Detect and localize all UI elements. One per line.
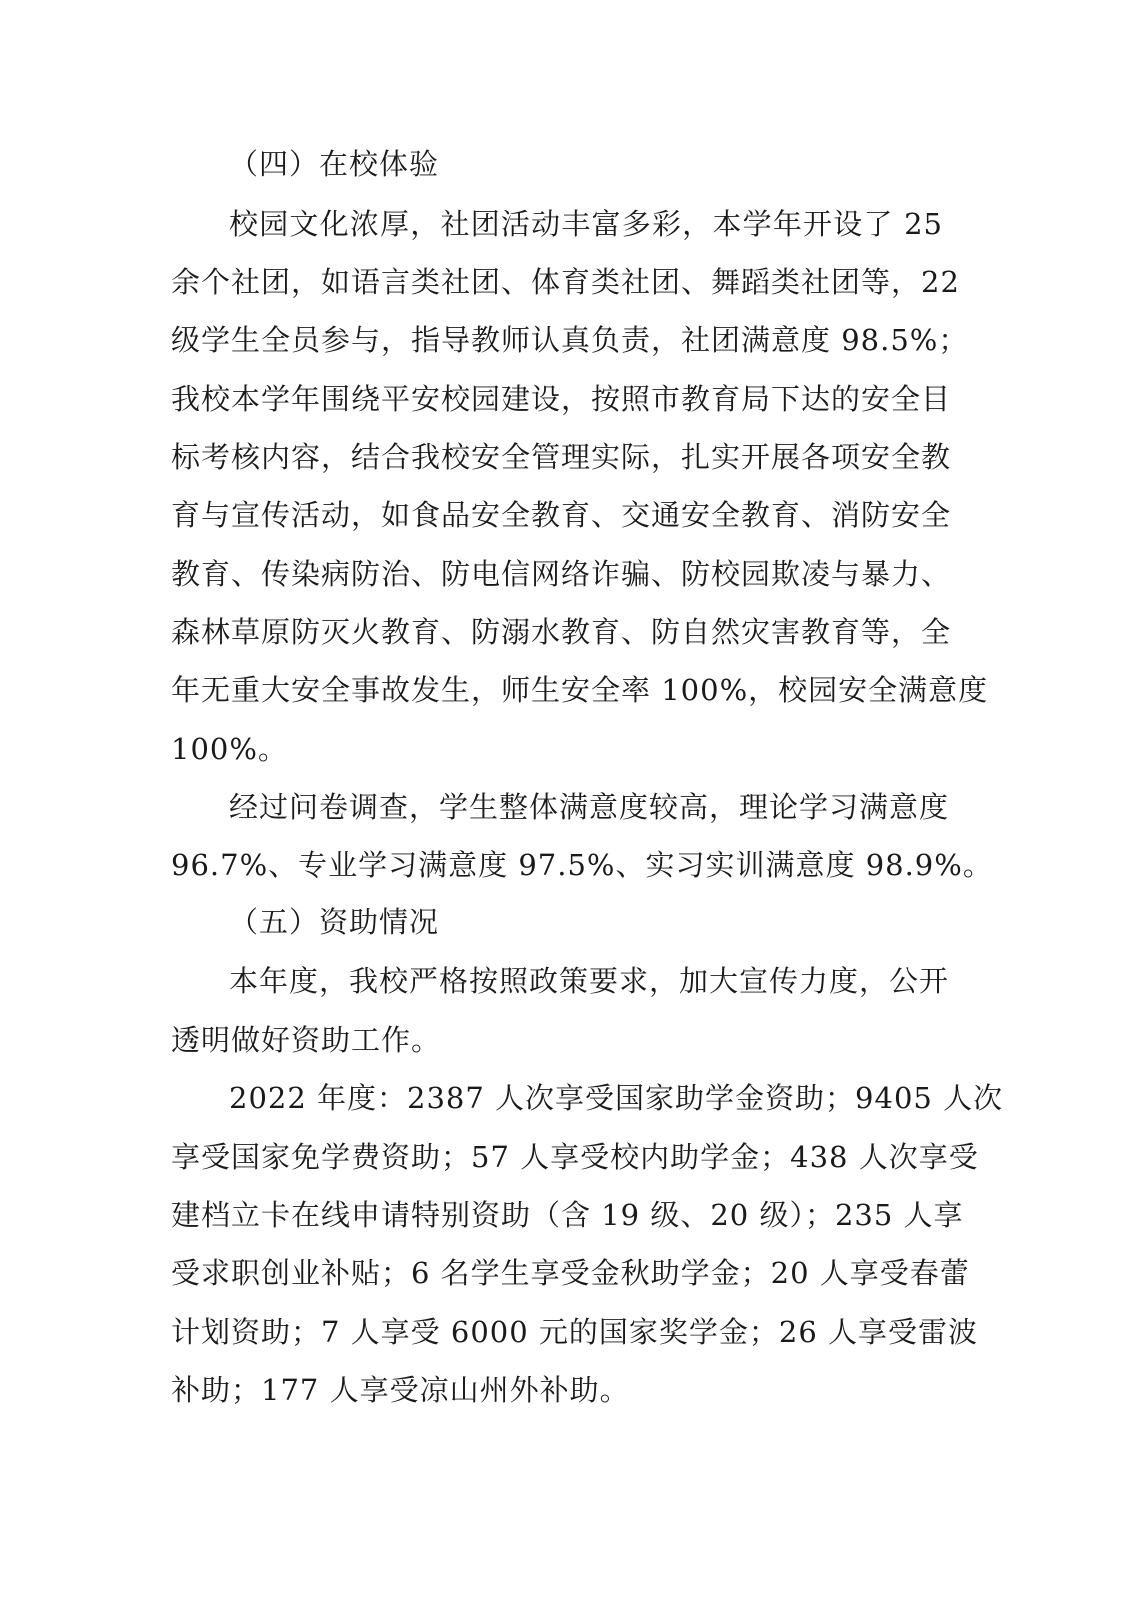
section-heading-5: （五）资助情况 <box>229 905 440 939</box>
paragraph-line: 经过问卷调查，学生整体满意度较高，理论学习满意度 <box>229 790 950 824</box>
paragraph-line: 计划资助；7 人享受 6000 元的国家奖学金；26 人享受雷波 <box>171 1315 979 1349</box>
paragraph-line: 育与宣传活动，如食品安全教育、交通安全教育、消防安全 <box>171 498 952 532</box>
paragraph-line: 校园文化浓厚，社团活动丰富多彩，本学年开设了 25 <box>229 207 943 241</box>
paragraph-line: 本年度，我校严格按照政策要求，加大宣传力度，公开 <box>229 964 950 998</box>
paragraph-line: 教育、传染病防治、防电信网络诈骗、防校园欺凌与暴力、 <box>171 557 952 591</box>
paragraph-line: 透明做好资助工作。 <box>171 1023 442 1057</box>
paragraph-line: 标考核内容，结合我校安全管理实际，扎实开展各项安全教 <box>171 440 952 474</box>
paragraph-line: 建档立卡在线申请特别资助（含 19 级、20 级）；235 人享 <box>171 1198 964 1232</box>
paragraph-line: 级学生全员参与，指导教师认真负责，社团满意度 98.5%； <box>171 323 969 357</box>
paragraph-line: 100%。 <box>171 732 288 766</box>
section-heading-4: （四）在校体验 <box>229 147 440 181</box>
paragraph-line: 受求职创业补贴；6 名学生享受金秋助学金；20 人享受春蕾 <box>171 1256 970 1290</box>
paragraph-line: 森林草原防灭火教育、防溺水教育、防自然灾害教育等，全 <box>171 615 952 649</box>
paragraph-line: 96.7%、专业学习满意度 97.5%、实习实训满意度 98.9%。 <box>171 848 993 882</box>
paragraph-line: 我校本学年围绕平安校园建设，按照市教育局下达的安全目 <box>171 382 952 416</box>
paragraph-line: 享受国家免学费资助；57 人享受校内助学金；438 人次享受 <box>171 1140 979 1174</box>
paragraph-line: 余个社团，如语言类社团、体育类社团、舞蹈类社团等，22 <box>171 265 960 299</box>
paragraph-line: 补助；177 人享受凉山州外补助。 <box>171 1373 630 1407</box>
paragraph-line: 2022 年度：2387 人次享受国家助学金资助；9405 人次 <box>229 1081 1004 1115</box>
paragraph-line: 年无重大安全事故发生，师生安全率 100%，校园安全满意度 <box>171 673 989 707</box>
